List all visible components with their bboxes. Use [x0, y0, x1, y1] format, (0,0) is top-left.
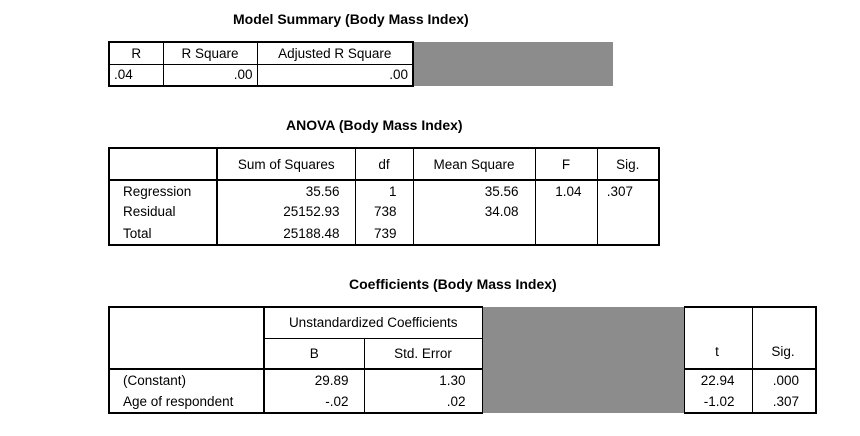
header-adjusted-r-square: Adjusted R Square	[257, 42, 413, 64]
row-label: Residual	[109, 201, 217, 222]
anova-table	[108, 147, 660, 246]
header-unstandardized-coefficients: Unstandardized Coefficients	[264, 307, 482, 338]
coefficients-title: Coefficients (Body Mass Index)	[349, 276, 557, 292]
cell	[535, 222, 597, 245]
header-r-square: R Square	[163, 42, 257, 64]
cell: .02	[364, 390, 482, 413]
cell: 1.30	[364, 369, 482, 390]
header-blank	[109, 148, 217, 180]
cell: 1.04	[535, 180, 597, 201]
cell: .000	[752, 369, 816, 390]
cell: .307	[597, 180, 659, 201]
cell: 29.89	[264, 369, 364, 390]
row-label: Regression	[109, 180, 217, 201]
table-row	[109, 222, 659, 245]
shaded-cell	[413, 42, 613, 86]
model-summary-table	[108, 41, 613, 87]
cell: 25188.48	[217, 222, 355, 245]
table-row	[109, 390, 816, 413]
value-adjusted-r-square: .00	[257, 64, 413, 86]
header-sig: Sig.	[771, 344, 795, 359]
coefficients-table	[108, 306, 817, 414]
cell	[413, 222, 535, 245]
cell: 35.56	[217, 180, 355, 201]
model-summary-title: Model Summary (Body Mass Index)	[233, 11, 469, 27]
row-label: Total	[109, 222, 217, 245]
row-label: Age of respondent	[109, 390, 264, 413]
header-std-error: Std. Error	[364, 338, 482, 369]
table-row	[109, 201, 659, 222]
header-sig-top	[752, 307, 816, 369]
header-mean-square: Mean Square	[413, 148, 535, 180]
shaded-cell	[482, 307, 684, 413]
cell: 34.08	[413, 201, 535, 222]
header-df: df	[355, 148, 413, 180]
header-f: F	[535, 148, 597, 180]
cell: 1	[355, 180, 413, 201]
header-b: B	[264, 338, 364, 369]
row-label: (Constant)	[109, 369, 264, 390]
cell: 25152.93	[217, 201, 355, 222]
table-row	[109, 180, 659, 201]
header-sum-of-squares: Sum of Squares	[217, 148, 355, 180]
cell: -1.02	[684, 390, 752, 413]
cell: 738	[355, 201, 413, 222]
value-r: .04	[109, 64, 163, 86]
cell: 739	[355, 222, 413, 245]
anova-title: ANOVA (Body Mass Index)	[286, 117, 463, 133]
cell: 35.56	[413, 180, 535, 201]
value-r-square: .00	[163, 64, 257, 86]
cell: -.02	[264, 390, 364, 413]
cell: .307	[752, 390, 816, 413]
cell	[535, 201, 597, 222]
header-blank	[109, 307, 264, 369]
cell	[597, 201, 659, 222]
cell	[597, 222, 659, 245]
header-t: t	[715, 344, 719, 359]
cell: 22.94	[684, 369, 752, 390]
header-r: R	[109, 42, 163, 64]
header-t-top	[684, 307, 752, 369]
header-sig: Sig.	[597, 148, 659, 180]
table-row	[109, 369, 816, 390]
